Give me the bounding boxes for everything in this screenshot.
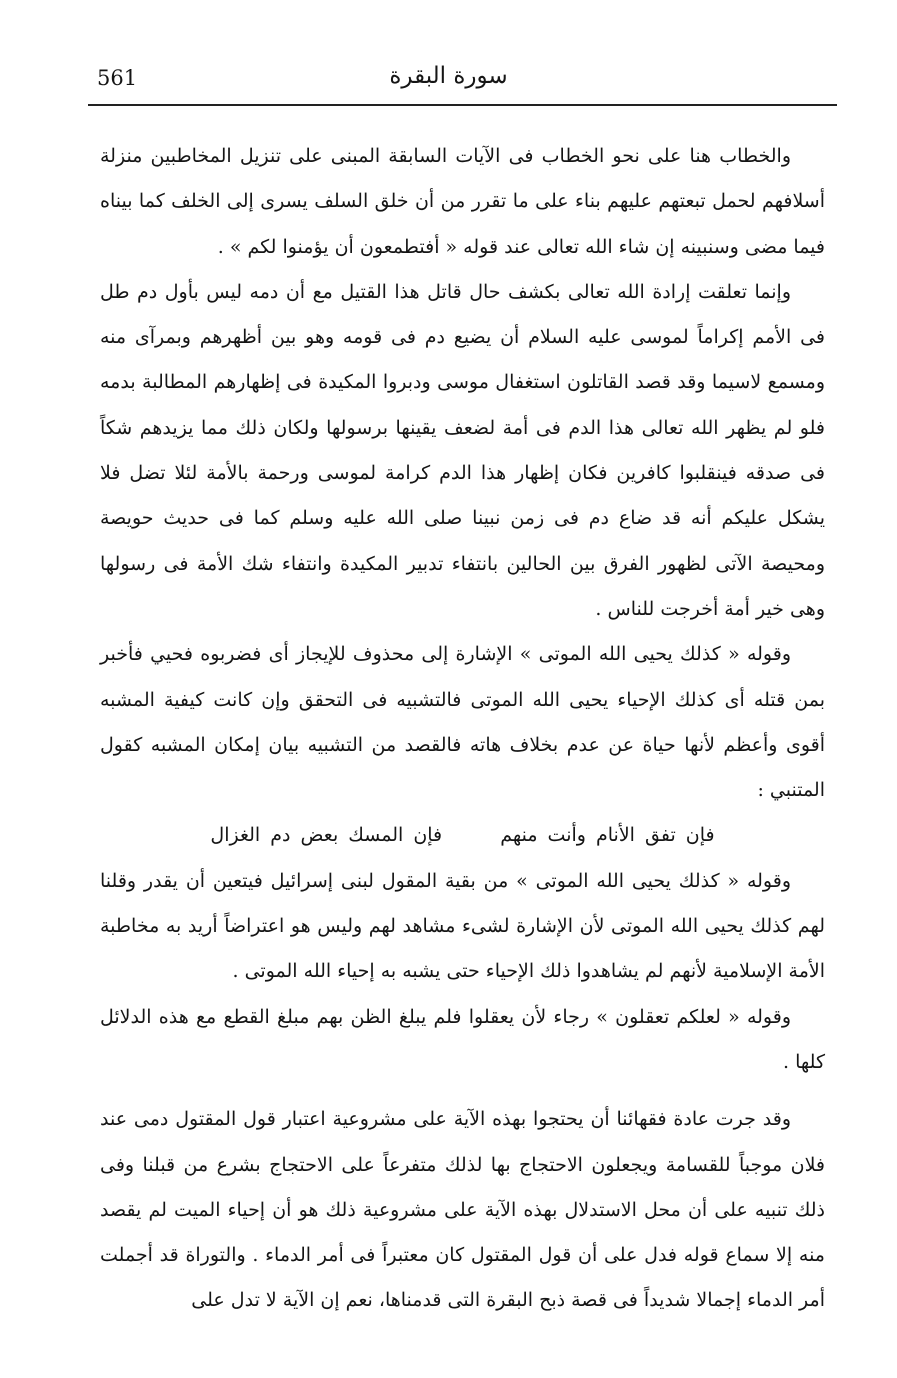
page-body — [100, 134, 825, 1324]
running-title: سورة البقرة — [389, 63, 508, 89]
verse-second-hemistich: فإن المسك بعض دم الغزال — [210, 824, 443, 847]
paragraph-6: وقد جرت عادة فقهائنا أن يحتجوا بهذه الآية على مشروعية اعتبار قول المقتول دمى عند فلان موجباً للقسامة ويجعلون الاحتجاج بها لذلك متفرعاً على الاحتجاج بشرع من قبلنا وفى ذلك تنبيه على أن محل الاستدلال بهذه الآية على مشروعية ذلك هو أن إحياء الميت لم يقصد منه إلا سماع قوله فدل على أن قول المقتول كان معتبراً فى أمر الدماء . والتوراة قد أجملت أمر الدماء إجمالا شديداً فى قصة ذبح البقرة التى قدمناها، نعم إن الآية لا تدل على — [100, 1108, 825, 1312]
verse-first-hemistich: فإن تفق الأنام وأنت منهم — [500, 824, 715, 847]
paragraph-5: وقوله « لعلكم تعقلون » رجاء لأن يعقلوا فلم يبلغ الظن بهم مبلغ القطع مع هذه الدلائل كلها . — [100, 1005, 825, 1073]
paragraph-gap — [100, 1085, 825, 1097]
paragraph-3: وقوله « كذلك يحيى الله الموتى » الإشارة إلى محذوف للإيجاز أى فضربوه فحيي فأخبر بمن قتله أى كذلك الإحياء يحيى الله الموتى فالتشبيه فى التحقق وإن كانت كيفية المشبه أقوى وأعظم لأنها حياة عن عدم بخلاف هاته فالقصد من التشبيه بيان إمكان المشبه كقول المتنبي : — [100, 643, 825, 802]
header-rule — [88, 104, 837, 106]
verse-line — [100, 813, 825, 858]
paragraph-4: وقوله « كذلك يحيى الله الموتى » من بقية المقول لبنى إسرائيل فيتعين أن يقدر وقلنا لهم كذلك يحيى الله الموتى لأن الإشارة لشىء مشاهد لهم وليس هو اعتراضاً أريد به مخاطبة الأمة الإسلامية لأنهم لم يشاهدوا ذلك الإحياء حتى يشبه به إحياء الله الموتى . — [100, 869, 825, 983]
page-number: 561 — [97, 66, 138, 90]
paragraph-1: والخطاب هنا على نحو الخطاب فى الآيات السابقة المبنى على تنزيل المخاطبين منزلة أسلافهم لحمل تبعتهم عليهم بناء على ما تقرر من أن خلق السلف يسرى إلى الخلف كما بيناه فيما مضى وسنبينه إن شاء الله تعالى عند قوله « أفتطمعون أن يؤمنوا لكم » . — [100, 145, 825, 258]
paragraph-2: وإنما تعلقت إرادة الله تعالى بكشف حال قاتل هذا القتيل مع أن دمه ليس بأول دم طل فى الأمم إكراماً لموسى عليه السلام أن يضيع دم فى قومه وهو بين أظهرهم وبمرآى منه ومسمع لاسيما وقد قصد القاتلون استغفال موسى ودبروا المكيدة فى إظهارهم المطالبة بدمه فلو لم يظهر الله تعالى هذا الدم فى أمة لضعف يقينها برسولها ولكان ذلك مما يزيدهم شكاً فى صدقه فينقلبوا كافرين فكان إظهار هذا الدم كرامة لموسى ورحمة بالأمة لئلا تضل فلا يشكل عليكم أنه قد ضاع دم فى زمن نبينا صلى الله عليه وسلم كما فى حديث حويصة ومحيصة الآتى لظهور الفرق بين الحالين بانتفاء تدبير المكيدة وانتفاء شك الأمة فى رسولها وهى خير أمة أخرجت للناس . — [100, 280, 825, 620]
